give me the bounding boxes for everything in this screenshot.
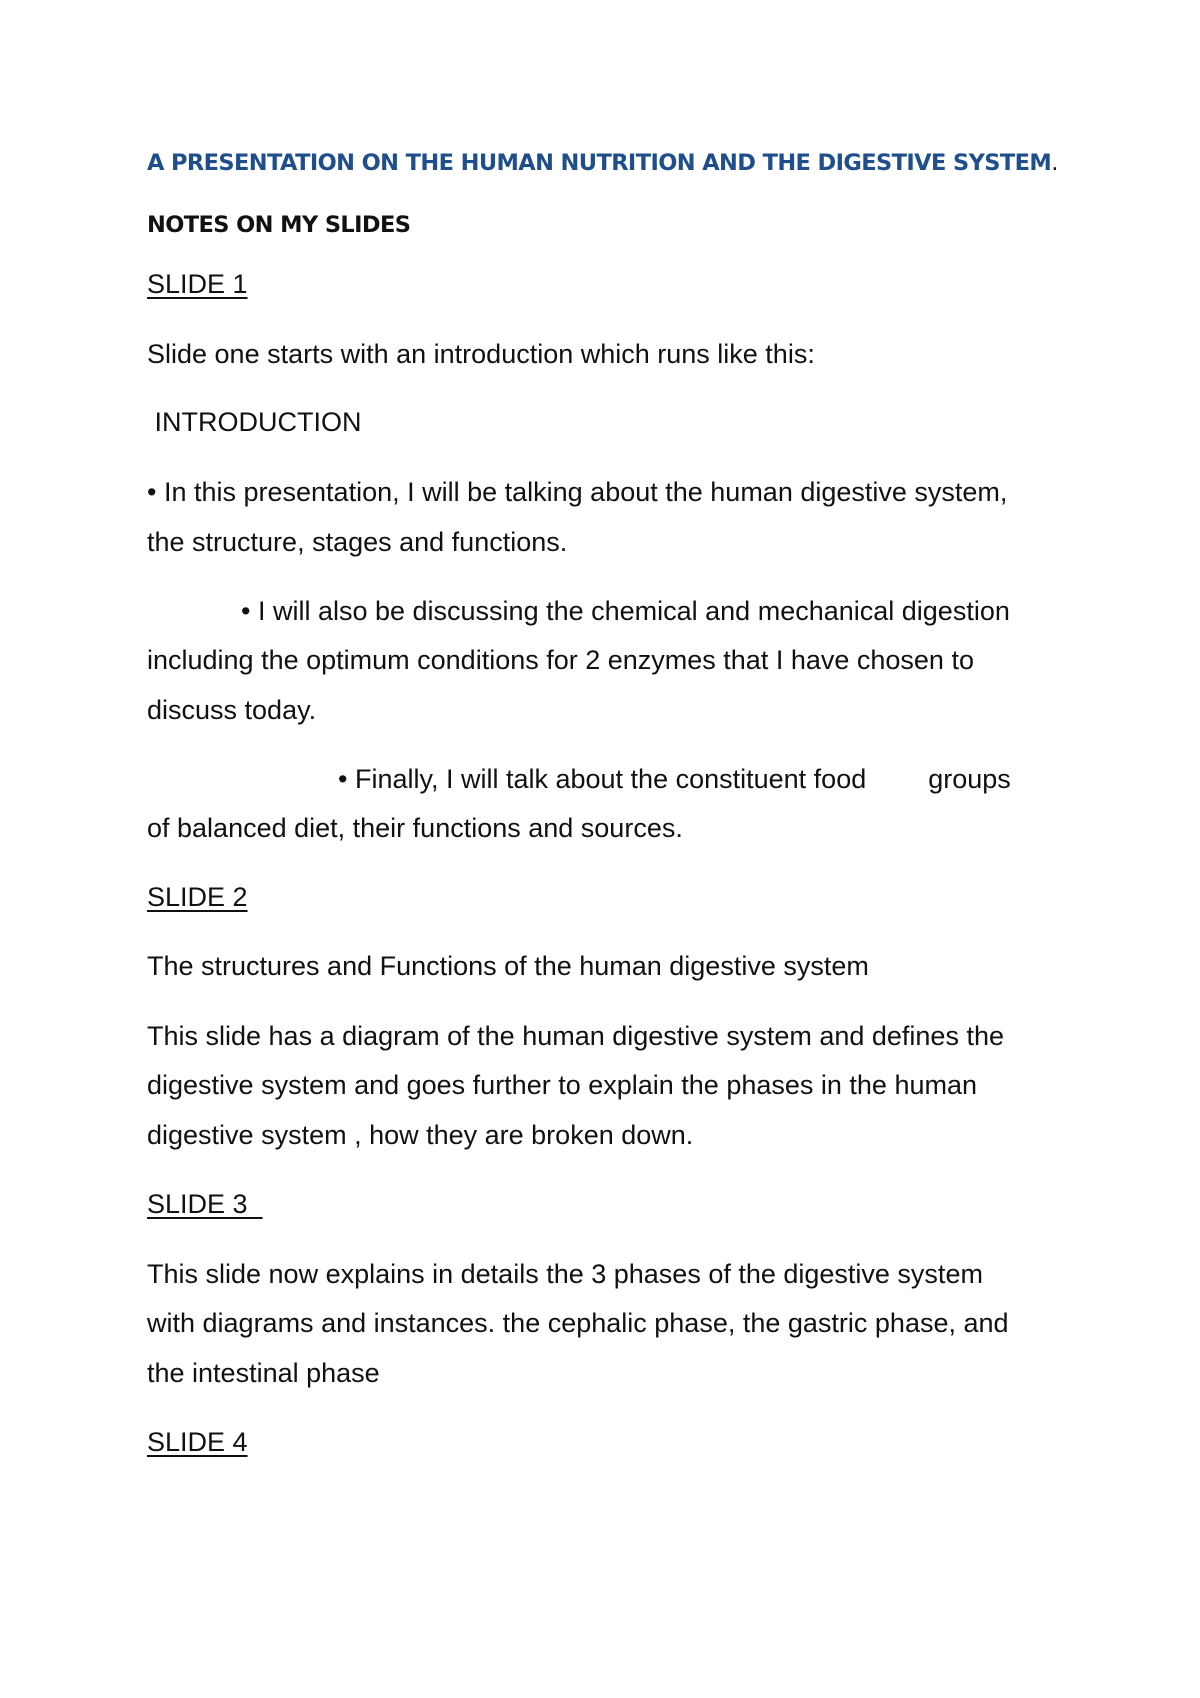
slide-1-bullet-3-text: • Finally, I will talk about the constituent food — [338, 764, 867, 794]
slide-1-bullet-3-line-1 — [338, 766, 1011, 793]
slide-2-line-2: digestive system and goes further to explain the phases in the human — [147, 1070, 977, 1100]
slide-1-bullet-2-line-1: • I will also be discussing the chemical and mechanical digestion — [241, 596, 1010, 626]
slide-1-bullet-2-line-2: including the optimum conditions for 2 enzymes that I have chosen to — [147, 645, 974, 675]
slide-1-bullet-1-line-2: the structure, stages and functions. — [147, 527, 568, 557]
slide-1-intro: Slide one starts with an introduction which runs like this: — [147, 339, 815, 369]
slide-1-bullet-3-line-2: of balanced diet, their functions and sources. — [147, 813, 683, 843]
slide-2-heading: SLIDE 2 — [147, 882, 248, 912]
slide-4-heading: SLIDE 4 — [147, 1427, 248, 1457]
slide-1-heading: SLIDE 1 — [147, 269, 248, 299]
slide-2-line-1: This slide has a diagram of the human digestive system and defines the — [147, 1021, 1004, 1051]
slide-3-line-3: the intestinal phase — [147, 1358, 380, 1388]
slide-1-bullet-1-line-1: • In this presentation, I will be talking about the human digestive system, — [147, 477, 1008, 507]
slide-2-line-3: digestive system , how they are broken down. — [147, 1120, 694, 1150]
slide-1-bullet-2-line-3: discuss today. — [147, 695, 317, 725]
slide-3-line-2: with diagrams and instances. the cephalic phase, the gastric phase, and — [147, 1308, 1009, 1338]
document-title-period: . — [1051, 150, 1058, 176]
document-title-text: A PRESENTATION ON THE HUMAN NUTRITION AND THE DIGESTIVE SYSTEM — [147, 150, 1052, 176]
slide-3-heading: SLIDE 3 — [147, 1189, 263, 1219]
document-title — [147, 152, 1058, 175]
slide-3-line-1: This slide now explains in details the 3 phases of the digestive system — [147, 1259, 983, 1289]
slide-1-section-label: INTRODUCTION — [147, 407, 362, 437]
document-subtitle: NOTES ON MY SLIDES — [147, 212, 411, 238]
slide-2-subheading: The structures and Functions of the human digestive system — [147, 951, 869, 981]
slide-1-bullet-3-trailing-word: groups — [928, 764, 1011, 794]
